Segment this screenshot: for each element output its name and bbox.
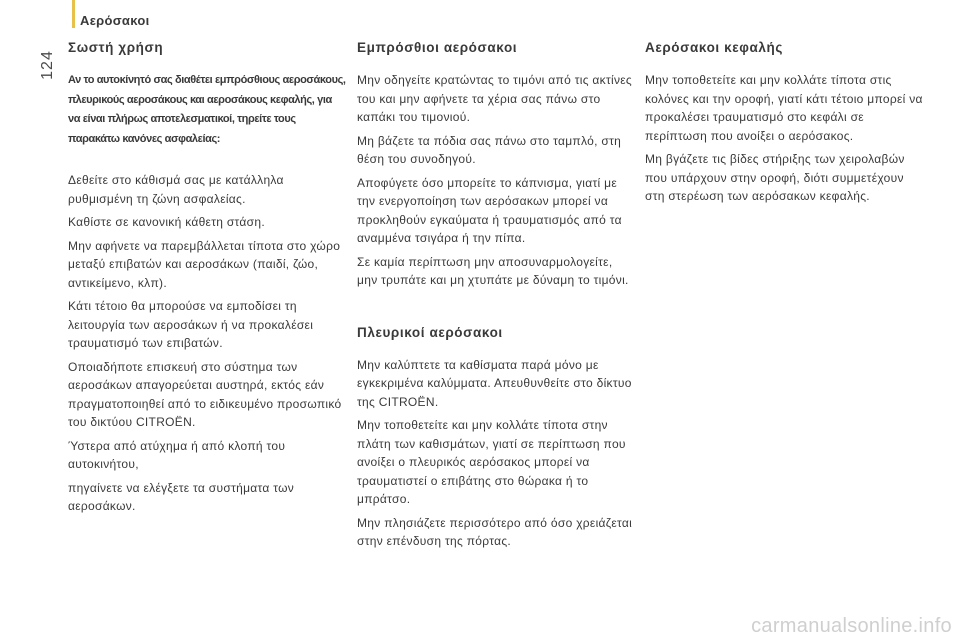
- paragraph: Σε καμία περίπτωση μην αποσυναρμολογείτε, μην τρυπάτε και μη χτυπάτε με δύναμη το τιμόνι.: [357, 254, 629, 287]
- section-accent-bar: [72, 0, 75, 28]
- heading-side-airbags: Πλευρικοί αερόσακοι: [357, 324, 503, 340]
- paragraph: Μη βγάζετε τις βίδες στήριξης των χειρολαβών που υπάρχουν στην οροφή, διότι συμμετέχουν στη στερέωση των αερόσακων κεφαλής.: [645, 152, 905, 203]
- column-head-airbags: [645, 40, 923, 211]
- watermark: carmanualsonline.info: [751, 615, 952, 637]
- paragraph: Μην οδηγείτε κρατώντας το τιμόνι από τις ακτίνες του και μην αφήνετε τα χέρια σας πάνω στο καπάκι του τιμονιού.: [357, 73, 632, 124]
- heading-head-airbags: Αερόσακοι κεφαλής: [645, 40, 783, 55]
- column-front-side-airbags: [357, 40, 635, 556]
- page-number: [38, 45, 58, 85]
- intro-lead: Αν το αυτοκίνητό σας διαθέτει εμπρόσθιους αεροσάκους, πλευρικούς αεροσάκους και αεροσάκους κεφαλής, για να είναι πλήρως αποτελεσματικοί, τηρείτε τους παρακάτω κανόνες ασφαλείας:: [68, 74, 346, 145]
- paragraph: Μην αφήνετε να παρεμβάλλεται τίποτα στο χώρο μεταξύ επιβατών και αεροσάκων (παιδί, ζώο, αντικείμενο, κλπ).: [68, 238, 341, 290]
- paragraph: Μη βάζετε τα πόδια σας πάνω στο ταμπλό, στη θέση του συνοδηγού.: [357, 133, 622, 166]
- paragraph: Οποιαδήποτε επισκευή στο σύστημα των αεροσάκων απαγορεύεται αυστηρά, εκτός εάν πραγματοποιηθεί από το ειδικευμένο προσωπικό του δικτύου CITROËN.: [68, 359, 342, 429]
- paragraph: Μην τοποθετείτε και μην κολλάτε τίποτα στις κολόνες και την οροφή, γιατί κάτι τέτοιο μπορεί να προκαλέσει τραυματισμό στο κεφάλι σε περίπτωση που ανοίξει ο αερόσακος.: [645, 73, 923, 143]
- section-title: Αερόσακοι: [80, 13, 150, 28]
- paragraph: Αποφύγετε όσο μπορείτε το κάπνισμα, γιατί με την ενεργοποίηση των αερόσακων μπορεί να προκληθούν εγκαύματα ή τραυματισμός από τα αναμμένα τσιγάρα ή την πίπα.: [357, 175, 622, 245]
- paragraph: πηγαίνετε να ελέγξετε τα συστήματα των αεροσάκων.: [68, 480, 295, 513]
- paragraph: Δεθείτε στο κάθισμά σας με κατάλληλα ρυθμισμένη τη ζώνη ασφαλείας.: [68, 173, 284, 206]
- paragraph: Μην τοποθετείτε και μην κολλάτε τίποτα στην πλάτη των καθισμάτων, γιατί σε περίπτωση που ανοίξει ο πλευρικός αερόσακος μπορεί να τραυματιστεί ο επιβάτης στο θώρακα ή το μπράτσο.: [357, 418, 626, 506]
- paragraph: Ύστερα από ατύχημα ή από κλοπή του αυτοκινήτου,: [68, 438, 286, 471]
- column-correct-use: [68, 40, 346, 521]
- paragraph: Κάτι τέτοιο θα μπορούσε να εμποδίσει τη λειτουργία των αεροσάκων ή να προκαλέσει τραυματισμό των επιβατών.: [68, 299, 314, 350]
- section-gap: [357, 295, 635, 325]
- heading-correct-use: Σωστή χρήση: [68, 40, 164, 55]
- heading-front-airbags: Εμπρόσθιοι αερόσακοι: [357, 40, 518, 55]
- paragraph: Μην καλύπτετε τα καθίσματα παρά μόνο με εγκεκριμένα καλύμματα. Απευθυνθείτε στο δίκτυο της CITROËN.: [357, 357, 632, 409]
- paragraph: Καθίστε σε κανονική κάθετη στάση.: [68, 215, 265, 229]
- paragraph: Μην πλησιάζετε περισσότερο από όσο χρειάζεται στην επένδυση της πόρτας.: [357, 515, 633, 548]
- page-number-text: 124: [39, 50, 56, 80]
